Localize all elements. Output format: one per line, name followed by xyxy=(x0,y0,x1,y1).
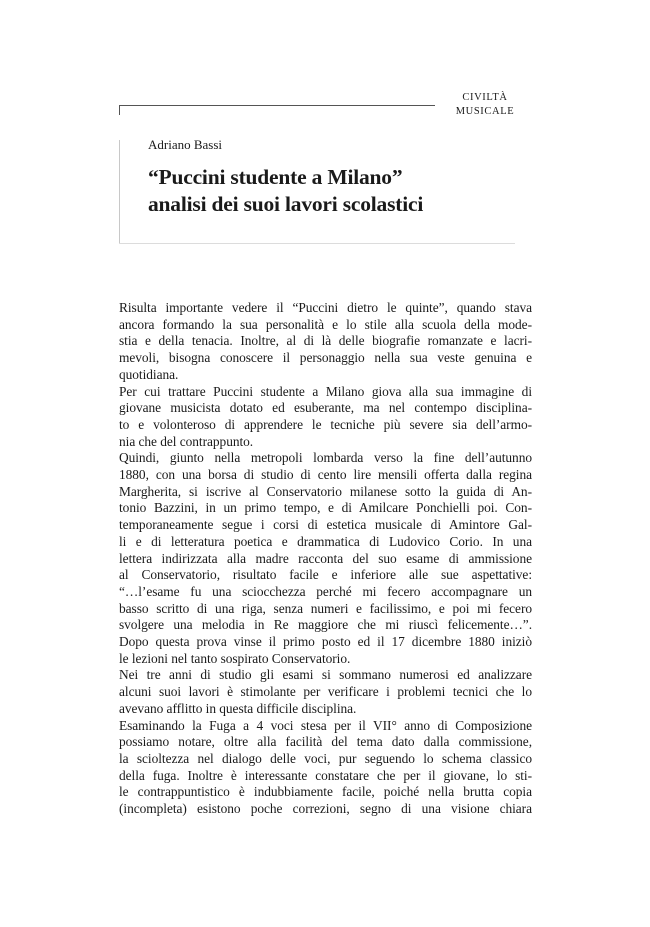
body-line: alcuni suoi lavori è stimolante per verificare i problemi tecnici che lo xyxy=(119,684,532,700)
header-rule-tick xyxy=(119,105,120,115)
article-author: Adriano Bassi xyxy=(148,137,223,152)
body-line: 1880, con una borsa di studio di cento lire mensili offerta dalla regina xyxy=(119,467,532,483)
body-line: Nei tre anni di studio gli esami si sommano numerosi ed analizzare xyxy=(119,667,532,683)
title-frame-left-rule xyxy=(119,140,120,243)
body-line: Dopo questa prova vinse il primo posto ed il 17 dicembre 1880 iniziò xyxy=(119,634,532,650)
title-frame-bottom-rule xyxy=(119,243,515,244)
body-line: to e volonteroso di apprendere le tecniche più severe sia dell’armo- xyxy=(119,416,532,432)
body-line: basso scritto di una riga, senza numeri e facilissimo, e poi mi fecero xyxy=(119,600,532,616)
body-line: la scioltezza nel dialogo delle voci, pur seguendo lo schema classico xyxy=(119,750,532,766)
body-line: Quindi, giunto nella metropoli lombarda verso la fine dell’autunno xyxy=(119,450,532,466)
body-line: ancora formando la sua personalità e lo stile alla scuola della mode- xyxy=(119,316,532,332)
body-line: temporaneamente segue i corsi di estetica musicale di Amintore Gal- xyxy=(119,517,532,533)
body-line: stia e della tenacia. Inoltre, al di là delle biografie romanzate e lacri- xyxy=(119,333,532,349)
body-line: tonio Bazzini, in un primo tempo, e di Amilcare Ponchielli poi. Con- xyxy=(119,500,532,516)
body-line: svolgere una melodia in Re maggiore che mi riuscì felicemente…”. xyxy=(119,617,532,633)
body-line: nia che del contrappunto. xyxy=(119,433,254,449)
body-line: quotidiana. xyxy=(119,366,179,382)
journal-name-line1: CIVILTÀ xyxy=(462,92,508,103)
body-line: li e di letteratura poetica e drammatica di Ludovico Corio. In una xyxy=(119,533,532,549)
body-line: le lezioni nel tanto sospirato Conservatorio. xyxy=(119,650,351,666)
journal-name-line2: MUSICALE xyxy=(455,106,515,117)
body-line: mevoli, bisogna conoscere il personaggio nella sua veste genuina e xyxy=(119,350,532,366)
body-line: Margherita, si iscrive al Conservatorio milanese sotto la guida di An- xyxy=(119,483,532,499)
article-title xyxy=(148,164,528,218)
body-line: (incompleta) esistono poche correzioni, segno di una visione chiara xyxy=(119,801,532,817)
body-line: possiamo notare, oltre alla facilità del tema dato dalla commissione, xyxy=(119,734,532,750)
body-line: “…l’esame fu una sciocchezza perché mi fecero accompagnare un xyxy=(119,583,532,599)
body-line: della fuga. Inoltre è interessante constatare che per il giovane, lo sti- xyxy=(119,767,532,783)
header-rule xyxy=(119,105,435,106)
body-line: lettera indirizzata alla madre racconta del suo esame di ammissione xyxy=(119,550,532,566)
body-line: Per cui trattare Puccini studente a Milano giova alla sua immagine di xyxy=(119,383,532,399)
article-body xyxy=(119,300,532,818)
body-line: avevano afflitto in questa difficile disciplina. xyxy=(119,700,357,716)
article-title-line1: “Puccini studente a Milano” xyxy=(148,165,403,189)
body-line: le contrappuntistico è indubbiamente facile, poiché nella brutta copia xyxy=(119,784,532,800)
article-title-line2: analisi dei suoi lavori scolastici xyxy=(148,192,424,216)
body-line: Esaminando la Fuga a 4 voci stesa per il VII° anno di Composizione xyxy=(119,717,532,733)
body-line: giovane musicista dotato ed esuberante, ma nel contempo disciplina- xyxy=(119,400,532,416)
journal-name xyxy=(440,91,530,119)
body-line: Risulta importante vedere il “Puccini dietro le quinte”, quando stava xyxy=(119,300,532,315)
body-line: al Conservatorio, risultato facile e inferiore alle sue aspettative: xyxy=(119,567,532,583)
